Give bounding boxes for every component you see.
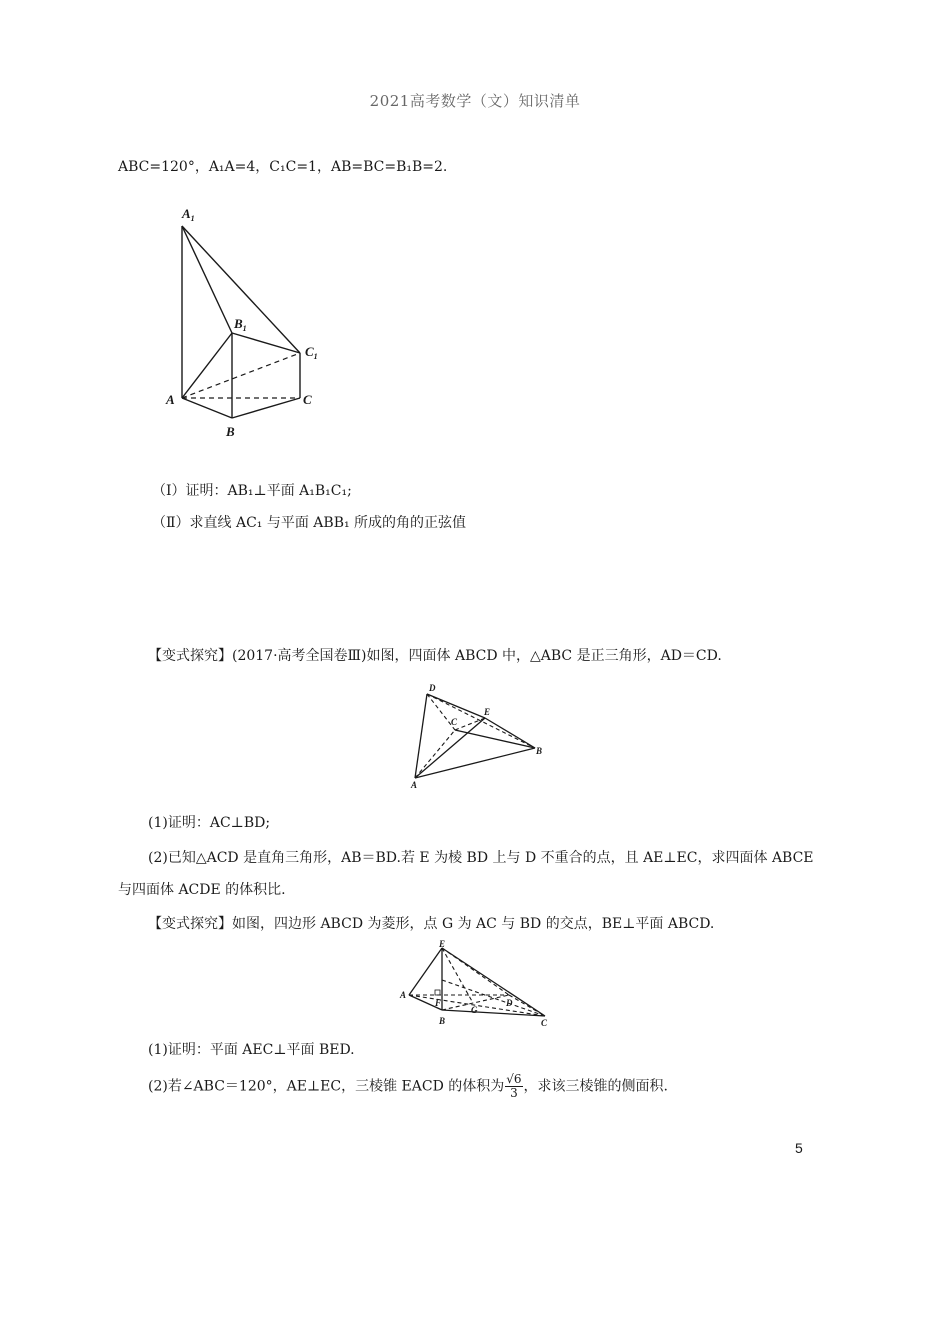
page-number: 5 <box>795 1140 803 1156</box>
svg-text:C1: $C_1$ <box>305 344 318 361</box>
edge-e-b <box>485 718 535 748</box>
problem1-condition: ABC=120°，A₁A=4，C₁C=1，AB=BC=B₁B=2. <box>118 159 448 175</box>
svg-text:B1: $B_1$ <box>234 316 247 333</box>
svg-text:C: C <box>303 392 312 407</box>
variant2-q2-after: ，求该三棱锥的侧面积. <box>523 1078 668 1095</box>
volume-fraction: $\frac{√6}{3}$ <box>506 1072 522 1100</box>
svg-text:B: B <box>439 1016 446 1026</box>
edge-c-b <box>455 730 535 748</box>
problem1-part2: （Ⅱ）求直线 AC₁ 与平面 ABB₁ 所成的角的正弦值 <box>152 515 467 531</box>
problem1-part1: （Ⅰ）证明：AB₁⊥平面 A₁B₁C₁; <box>152 483 352 499</box>
svg-text:A1: $A_1$ <box>182 206 195 223</box>
svg-text:D: D <box>506 998 513 1008</box>
figure-rhombus-pyramid <box>397 940 557 1030</box>
svg-text:A: A <box>400 990 407 1000</box>
svg-text:C: C <box>541 1018 548 1028</box>
svg-text:A: A <box>166 392 175 407</box>
svg-text:F: F <box>435 998 442 1008</box>
page-header: 2021高考数学（文）知识清单 <box>369 92 581 110</box>
variant1-q2-line2: 与四面体 ACDE 的体积比. <box>118 882 286 898</box>
dashed-c-e <box>455 718 485 730</box>
svg-text:B: B <box>226 424 235 439</box>
edge-a1-b1 <box>182 226 232 333</box>
edge-e-a <box>409 948 442 995</box>
svg-text:C: C <box>451 717 458 727</box>
variant1-q2-line1: (2)已知△ACD 是直角三角形，AB＝BD.若 E 为棱 BD 上与 D 不重合的点，且 AE⊥EC，求四面体 ABCE <box>148 850 814 866</box>
svg-text:A: A <box>411 780 418 790</box>
edge-b-c <box>232 398 300 418</box>
variant2-intro: 【变式探究】如图，四边形 ABCD 为菱形，点 G 为 AC 与 BD 的交点，BE⊥平面 ABCD. <box>148 916 715 932</box>
figure-prism <box>160 200 340 445</box>
svg-text:D: D <box>429 683 436 693</box>
variant1-q1: (1)证明：AC⊥BD; <box>148 815 271 831</box>
variant2-q1: (1)证明：平面 AEC⊥平面 BED. <box>148 1042 355 1058</box>
edge-a1-c1 <box>182 226 300 353</box>
variant2-q2 <box>148 1073 668 1100</box>
edge-a-b <box>182 398 232 418</box>
svg-text:E: E <box>439 940 446 949</box>
svg-text:G: G <box>471 1005 478 1015</box>
edge-b1-a <box>182 333 232 398</box>
svg-text:E: E <box>484 707 491 717</box>
variant1-intro: 【变式探究】(2017·高考全国卷Ⅲ)如图，四面体 ABCD 中，△ABC 是正三角形，AD＝CD. <box>148 648 722 664</box>
svg-text:B: B <box>536 746 543 756</box>
edge-e-c <box>442 948 545 1016</box>
variant2-q2-before: (2)若∠ABC＝120°，AE⊥EC，三棱锥 EACD 的体积为 <box>148 1078 505 1095</box>
figure-tetrahedron <box>405 680 555 792</box>
